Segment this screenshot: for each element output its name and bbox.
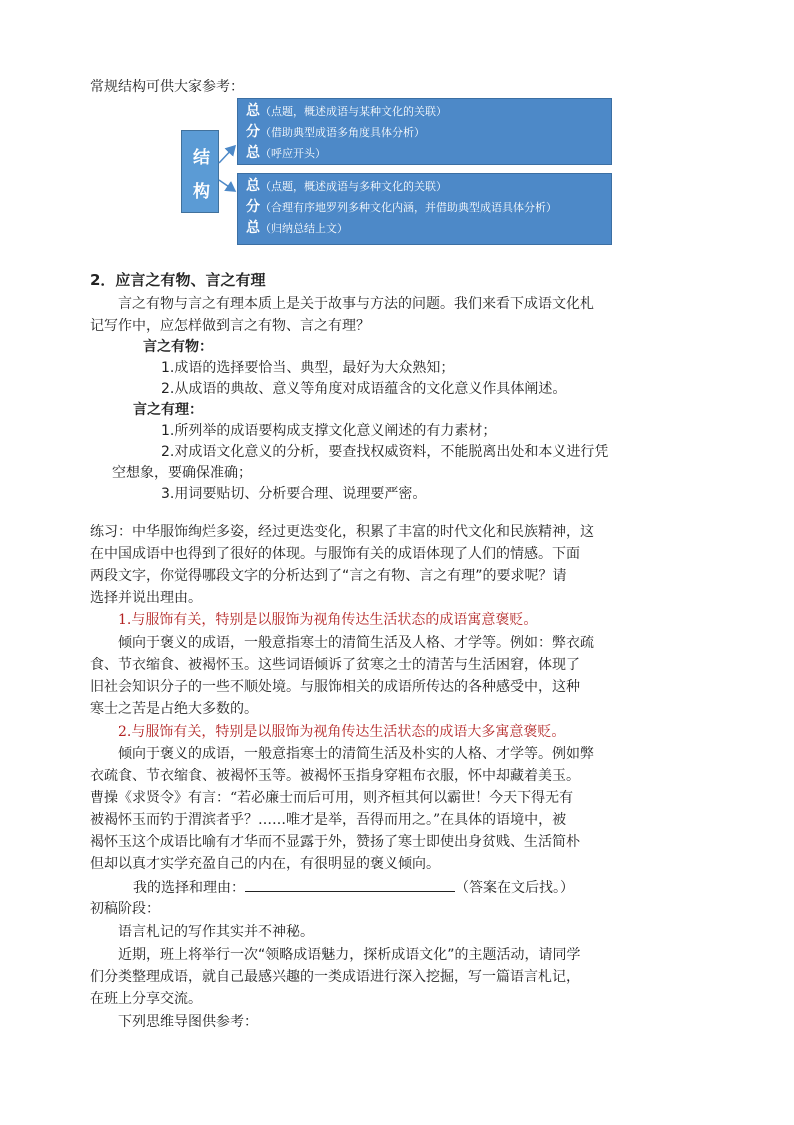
practice-line1: 练习：中华服饰绚烂多姿，经过更迭变化，积累了丰富的时代文化和民族精神，这 (90, 524, 594, 540)
practice-line2: 在中国成语中也得到了很好的体现。与服饰有关的成语体现了人们的情感。下面 (90, 546, 580, 562)
box2-row-1: 总（点题，概述成语与多种文化的关联） (246, 178, 447, 194)
box2-row-2: 分（合理有序地罗列多种文化内涵，并借助典型成语具体分析） (246, 199, 557, 215)
section2-heading: 2．应言之有物、言之有理 (90, 271, 266, 289)
li-item-1: 1.所列举的成语要构成支撑文化意义阐述的有力素材； (161, 423, 497, 439)
option2-line6: 但却以真才实学充盈自己的内在，有很明显的褒义倾向。 (90, 856, 440, 872)
option2-line3: 曹操《求贤令》有言：“若必廉士而后可用，则齐桓其何以霸世！今天下得无有 (90, 790, 574, 806)
wu-label: 言之有物： (143, 339, 213, 355)
structure-char-1: 结 (193, 148, 210, 168)
box1-row-3: 总（呼应开头） (246, 145, 326, 161)
section2-para1-line2: 记写作中，应怎样做到言之有物、言之有理？ (90, 318, 370, 334)
wu-item-2: 2.从成语的典故、意义等角度对成语蕴含的文化意义作具体阐述。 (161, 381, 567, 397)
option1-line2: 食、节衣缩食、被褐怀玉。这些词语倾诉了贫寒之士的清苦与生活困窘，体现了 (90, 657, 580, 673)
option2-line1: 倾向于褒义的成语，一般意指寒士的清简生活及朴实的人格、才学等。例如弊 (118, 746, 594, 762)
li-label: 言之有理： (133, 402, 203, 418)
answer-blank[interactable] (245, 877, 455, 892)
draft-para2-line1: 近期，班上将举行一次“领略成语魅力，探析成语文化”的主题活动，请同学 (118, 947, 581, 963)
structure-char-2: 构 (193, 182, 210, 202)
option1-line4: 寒士之苦是占绝大多数的。 (90, 701, 258, 717)
practice-line4: 选择并说出理由。 (90, 590, 202, 606)
draft-para2-line3: 在班上分享交流。 (90, 991, 202, 1007)
option2-title: 2.与服饰有关，特别是以服饰为视角传达生活状态的成语大多寓意褒贬。 (118, 724, 566, 740)
option2-line2: 衣疏食、节衣缩食、被褐怀玉等。被褐怀玉指身穿粗布衣服，怀中却藏着美玉。 (90, 768, 580, 784)
option2-line4: 被褐怀玉而钓于渭滨者乎？……唯才是举，吾得而用之。”在具体的语境中，被 (90, 812, 567, 828)
option1-line3: 旧社会知识分子的一些不顺处境。与服饰相关的成语所传达的各种感受中，这种 (90, 679, 580, 695)
arrow-down (219, 180, 235, 191)
option1-line1: 倾向于褒义的成语，一般意指寒士的清简生活及人格、才学等。例如：弊衣疏 (118, 635, 594, 651)
li-item-2a: 2.对成语文化意义的分析，要查找权威资料，不能脱离出处和本义进行凭 (161, 444, 609, 460)
draft-heading: 初稿阶段： (90, 901, 160, 917)
practice-line3: 两段文字，你觉得哪段文字的分析达到了“言之有物、言之有理”的要求呢？请 (90, 568, 567, 584)
draft-para2-line2: 们分类整理成语，就自己最感兴趣的一类成语进行深入挖掘，写一篇语言札记， (90, 969, 580, 985)
structure-box-1 (237, 98, 612, 165)
option1-title: 1.与服饰有关，特别是以服饰为视角传达生活状态的成语寓意褒贬。 (118, 612, 538, 628)
choice-note: （答案在文后找。） (455, 880, 574, 896)
li-item-3: 3.用词要贴切、分析要合理、说理要严密。 (161, 486, 427, 502)
li-item-2b: 空想象，要确保准确； (112, 465, 252, 481)
structure-box-2 (237, 173, 612, 245)
section2-para1-line1: 言之有物与言之有理本质上是关于故事与方法的问题。我们来看下成语文化札 (118, 296, 594, 312)
box1-row-2: 分（借助典型成语多角度具体分析） (246, 124, 425, 140)
intro-text: 常规结构可供大家参考： (90, 79, 244, 95)
option2-line5: 褐怀玉这个成语比喻有才华而不显露于外，赞扬了寒士即使出身贫贱、生活简朴 (90, 834, 580, 850)
draft-para1: 语言札记的写作其实并不神秘。 (118, 924, 314, 940)
choice-label: 我的选择和理由： (133, 880, 245, 896)
draft-para3: 下列思维导图供参考： (118, 1014, 258, 1030)
box1-row-1: 总（点题，概述成语与某种文化的关联） (246, 103, 447, 119)
box2-row-3: 总（归纳总结上文） (246, 220, 348, 236)
wu-item-1: 1.成语的选择要恰当、典型，最好为大众熟知； (161, 360, 455, 376)
arrow-up (219, 146, 235, 163)
choice-row (133, 877, 574, 898)
